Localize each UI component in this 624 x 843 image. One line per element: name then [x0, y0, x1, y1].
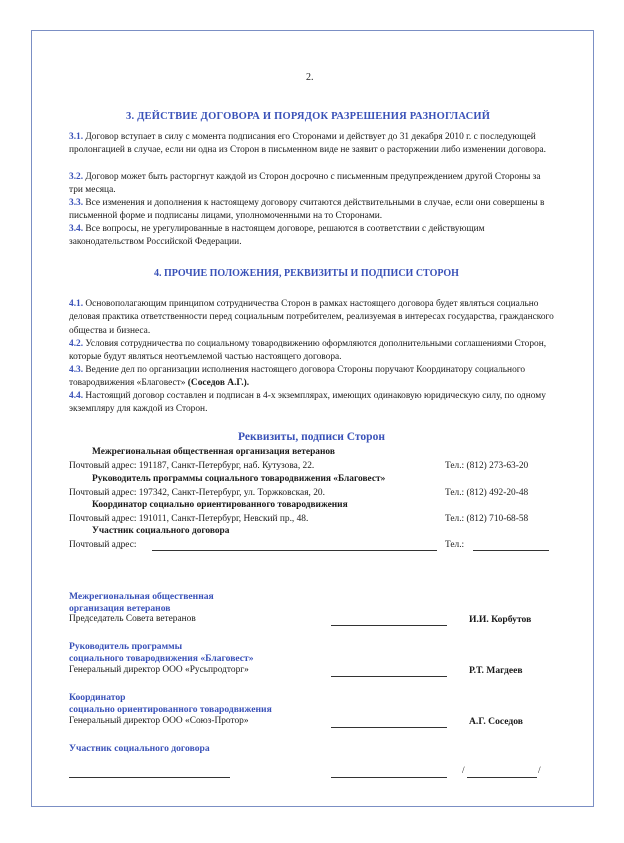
sig-4-slash-left: / — [462, 766, 465, 776]
sig-3-signer: А.Г. Соседов — [469, 716, 523, 727]
clause-3-4: 3.4. Все вопросы, не урегулированные в настоящем договоре, решаются в соответствии с действующим законодательством Российской Федерации. — [69, 224, 485, 248]
sig-2-position: Генеральный директор ООО «Русьпродторг» — [69, 665, 249, 675]
requisites-title: Реквизиты, подписи Сторон — [238, 431, 385, 443]
sig-2-signer: Р.Т. Магдеев — [469, 665, 523, 676]
section-3-title: 3. ДЕЙСТВИЕ ДОГОВОРА И ПОРЯДОК РАЗРЕШЕНИЯ РАЗНОГЛАСИЙ — [126, 111, 491, 122]
sig-4-slash-right: / — [538, 766, 541, 776]
clause-3-1: 3.1. Договор вступает в силу с момента подписания его Сторонами и действует до 31 декабря 2010 г. с последующей пролонгацией в случае, если ни одна из Сторон в письменном виде не заявит о расторжении либо изменении договора. — [69, 132, 547, 156]
sig-4-decoding-line[interactable] — [467, 777, 537, 778]
clause-4-1: 4.1. Основополагающим принципом сотрудничества Сторон в рамках настоящего договора будет являться социально деловая практика ответственности перед социальным потребителем, реализуемая в интересах государства, гражданского общества и бизнеса. — [69, 299, 554, 336]
participant-address-line[interactable] — [152, 550, 437, 551]
party-3-name: Координатор социально ориентированного товародвижения — [92, 500, 348, 510]
sig-3-org-line1: Координатор — [69, 692, 126, 703]
sig-1-org-line2: организация ветеранов — [69, 603, 171, 614]
participant-phone-line[interactable] — [473, 550, 549, 551]
sig-4-line[interactable] — [331, 777, 447, 778]
sig-3-position: Генеральный директор ООО «Союз-Протор» — [69, 716, 249, 726]
sig-1-position: Председатель Совета ветеранов — [69, 614, 196, 624]
clause-3-2: 3.2. Договор может быть расторгнут каждой из Сторон досрочно с письменным предупреждением другой Стороны за три месяца. — [69, 172, 541, 196]
clause-4-3: 4.3. Ведение дел по организации исполнения настоящего договора Стороны поручают Координатору социального товародвижения «Благовест» (Соседов А.Г.). — [69, 365, 526, 389]
sig-1-org-line1: Межрегиональная общественная — [69, 591, 214, 602]
sig-4-name-line[interactable] — [69, 777, 230, 778]
clause-4-4: 4.4. Настоящий договор составлен и подписан в 4-х экземплярах, имеющих одинаковую юридическую силу, по одному экземпляру для каждой из Сторон. — [69, 391, 546, 415]
sig-3-line[interactable] — [331, 727, 447, 728]
sig-2-line[interactable] — [331, 676, 447, 677]
sig-4-org-line1: Участник социального договора — [69, 743, 210, 754]
party-2-name: Руководитель программы социального товародвижения «Благовест» — [92, 474, 386, 484]
sig-1-line[interactable] — [331, 625, 447, 626]
sig-1-signer: И.И. Корбутов — [469, 614, 532, 625]
party-1-name: Межрегиональная общественная организация ветеранов — [92, 447, 335, 457]
section-4-title: 4. ПРОЧИЕ ПОЛОЖЕНИЯ, РЕКВИЗИТЫ И ПОДПИСИ СТОРОН — [154, 268, 459, 279]
sig-2-org-line2: социального товародвижения «Благовест» — [69, 653, 254, 664]
clause-4-2: 4.2. Условия сотрудничества по социальному товародвижению оформляются дополнительными соглашениями Сторон, которые будут являться неотъемлемой частью настоящего договора. — [69, 339, 547, 363]
sig-2-org-line1: Руководитель программы — [69, 641, 183, 652]
party-4-name: Участник социального договора — [92, 526, 230, 536]
clause-3-3: 3.3. Все изменения и дополнения к настоящему договору считаются действительными в случае, если они совершены в письменной форме и подписаны лицами, уполномоченными на то Сторонами. — [69, 198, 545, 222]
sig-3-org-line2: социально ориентированного товародвижения — [69, 704, 272, 715]
page-number: 2. — [306, 72, 314, 83]
